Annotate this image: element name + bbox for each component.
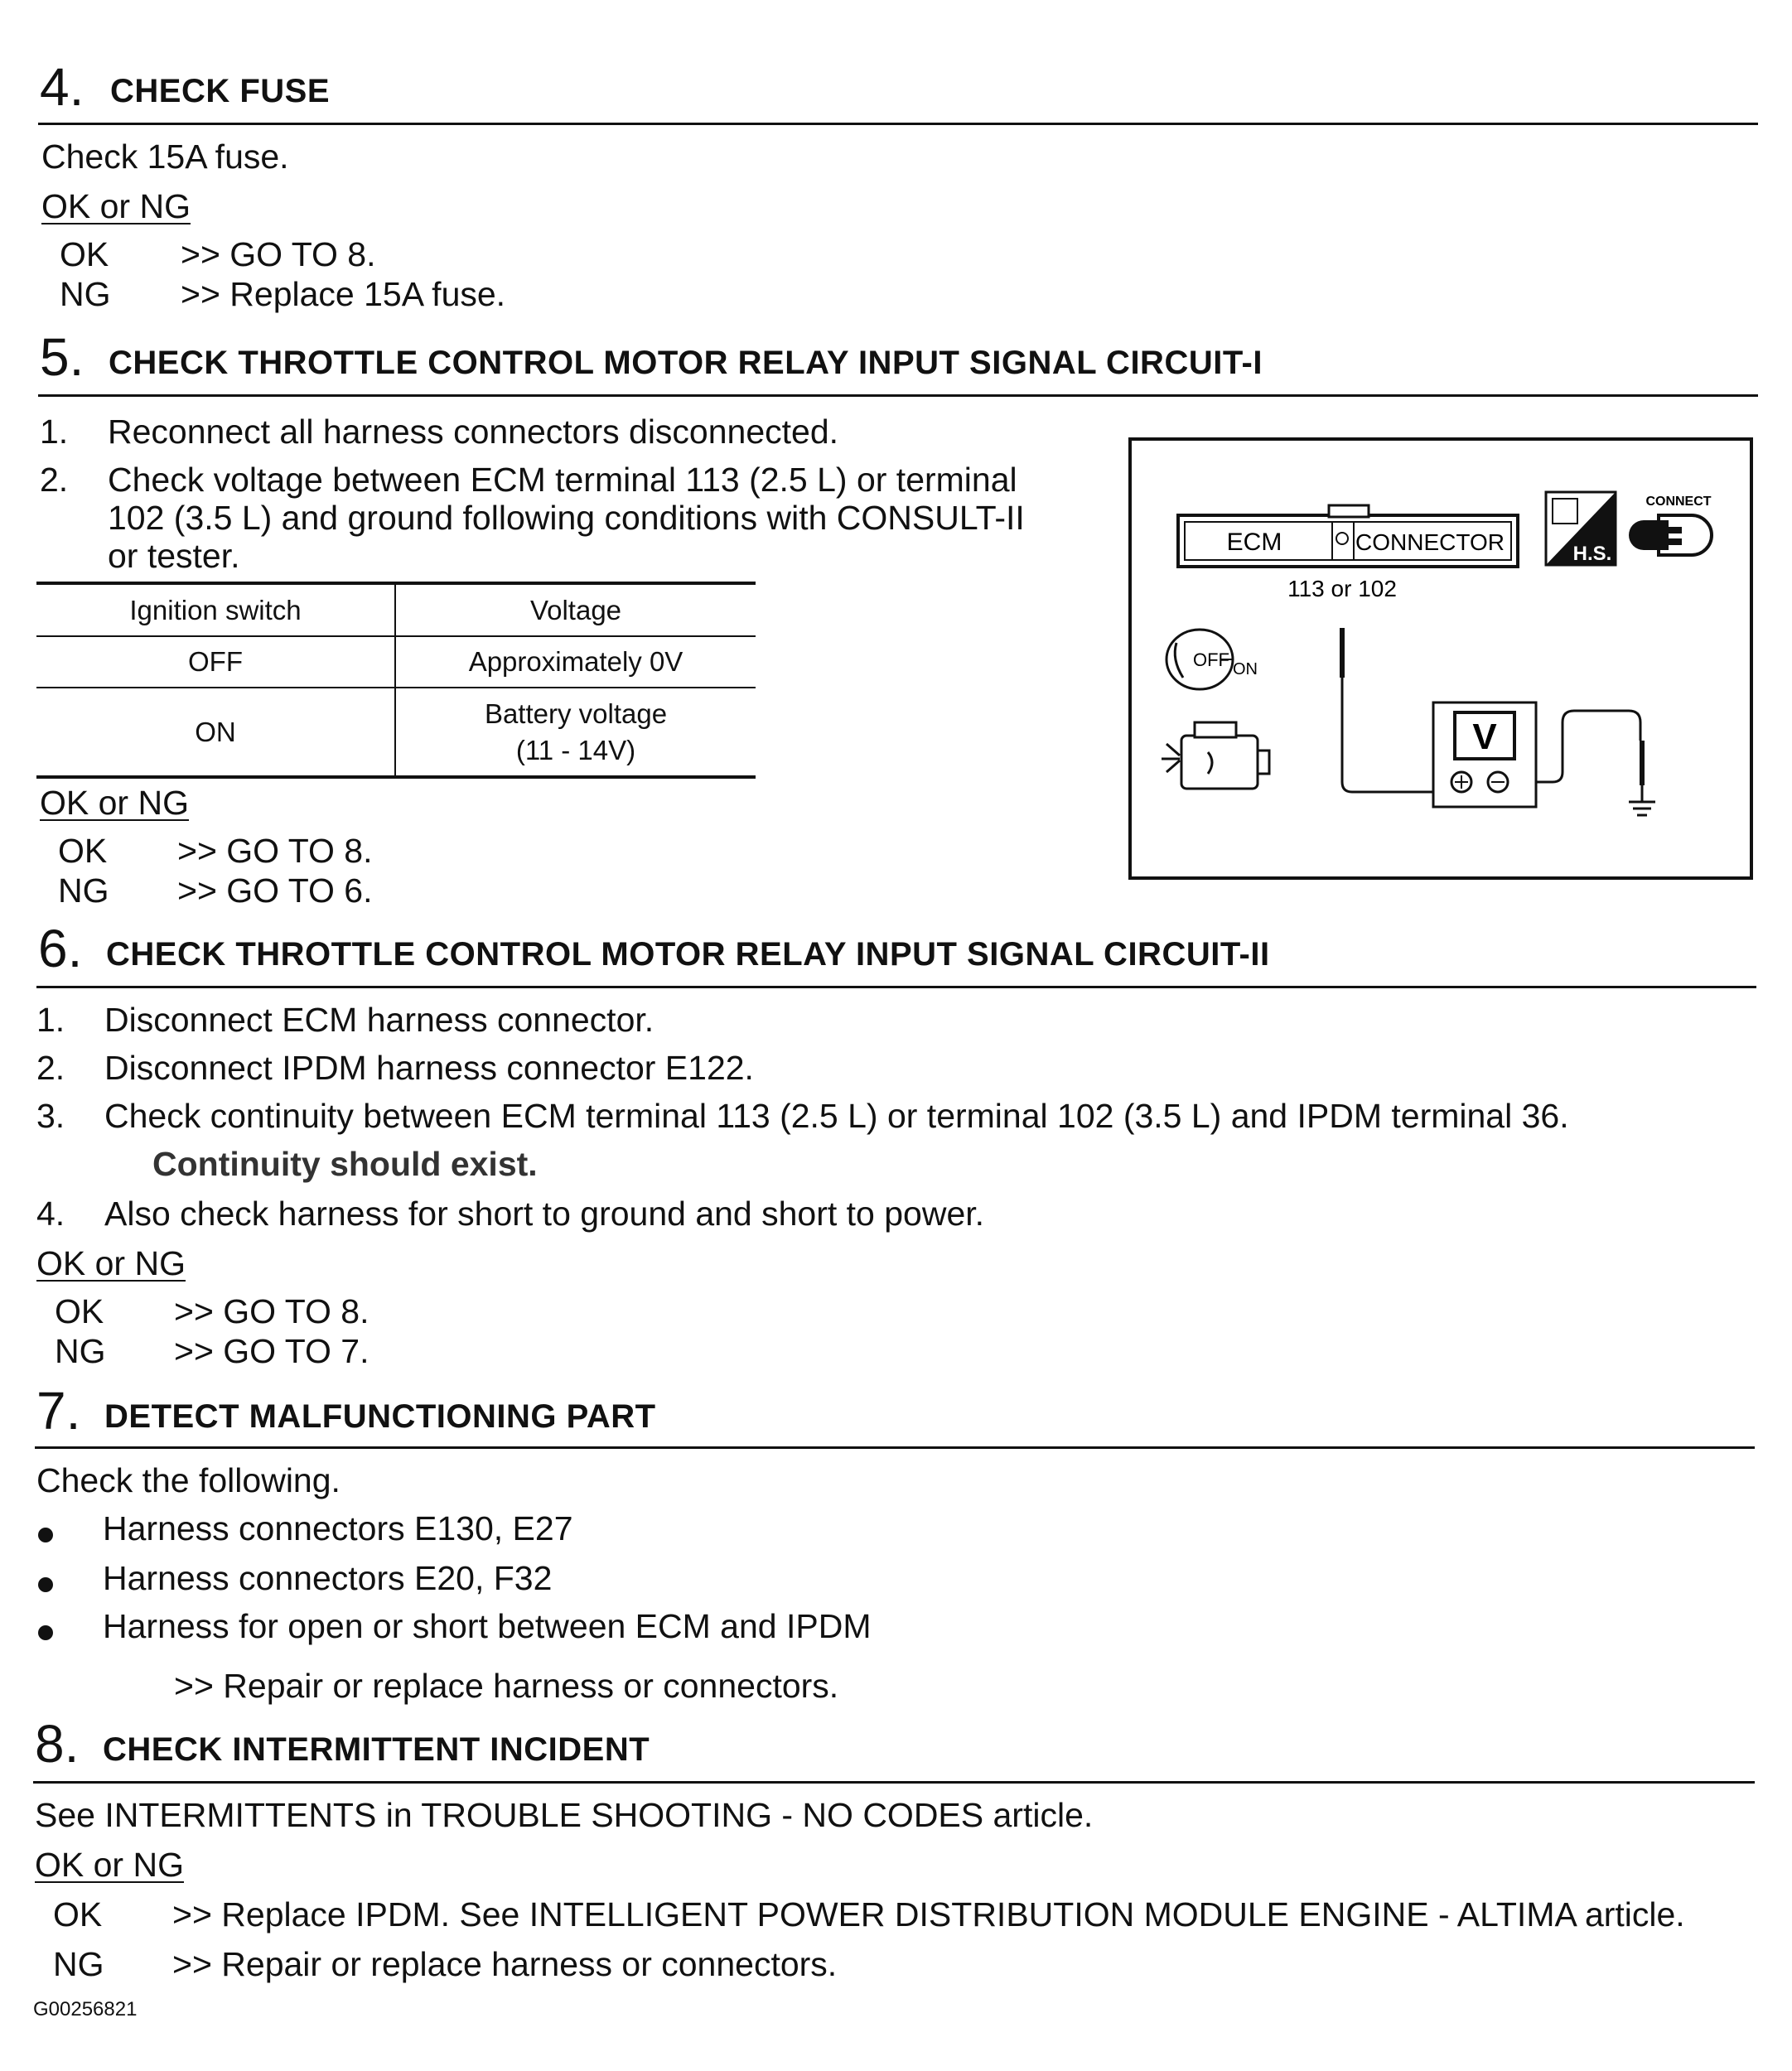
ng-label: NG	[60, 275, 111, 313]
switch-off-label: OFF	[1193, 649, 1229, 670]
column-header: Voltage	[529, 594, 622, 625]
step-2-number: 2.	[40, 461, 69, 499]
figure-id: G00256821	[33, 1998, 138, 2020]
ok-label: OK	[60, 235, 109, 273]
step-3-number: 3.	[36, 1097, 65, 1135]
table-cell: OFF	[36, 636, 395, 688]
cell-line: (11 - 14V)	[515, 734, 636, 765]
column-header: Ignition switch	[36, 583, 395, 636]
step-2-line-2: 102 (3.5 L) and ground following conditions with CONSULT-II	[108, 499, 1025, 537]
meter-label: V	[1472, 717, 1497, 757]
ng-action: >> Replace 15A fuse.	[181, 275, 506, 313]
ecm-label: ECM	[1226, 529, 1282, 556]
step-number: 5.	[40, 327, 85, 387]
bullet-icon	[38, 1625, 53, 1640]
cell-line: Battery voltage	[484, 698, 668, 729]
list-item: Harness connectors E20, F32	[103, 1559, 553, 1597]
ok-ng-heading: OK or NG	[35, 1846, 184, 1884]
step-2-line-1: Check voltage between ECM terminal 113 (2.5 L) or terminal	[108, 461, 1017, 499]
divider	[35, 1446, 1755, 1449]
step-number: 8.	[35, 1714, 80, 1774]
voltage-check-diagram	[1128, 437, 1753, 880]
bullet-icon	[38, 1577, 53, 1592]
ok-action: >> GO TO 8.	[177, 832, 373, 870]
ok-label: OK	[55, 1292, 104, 1330]
step-1-text: Disconnect ECM harness connector.	[104, 1001, 654, 1039]
divider	[33, 1781, 1755, 1784]
ok-label: OK	[53, 1895, 103, 1933]
connect-label: CONNECT	[1645, 495, 1712, 509]
ok-ng-heading: OK or NG	[36, 1244, 186, 1282]
table-cell: ON	[36, 688, 395, 777]
ng-action: >> Repair or replace harness or connectors.	[172, 1945, 838, 1983]
step-number: 7.	[36, 1381, 81, 1441]
table-row	[36, 688, 756, 777]
step-4-text: Also check harness for short to ground and short to power.	[104, 1195, 985, 1233]
ok-label: OK	[58, 832, 108, 870]
section-title: CHECK THROTTLE CONTROL MOTOR RELAY INPUT SIGNAL CIRCUIT-I	[109, 345, 1263, 381]
step-4-number: 4.	[36, 1195, 65, 1233]
terminal-label: 113 or 102	[1287, 576, 1397, 601]
action-text: >> Repair or replace harness or connectors.	[174, 1667, 839, 1705]
ok-action: >> Replace IPDM. See INTELLIGENT POWER DISTRIBUTION MODULE ENGINE - ALTIMA article.	[172, 1895, 1685, 1933]
ng-label: NG	[55, 1332, 106, 1370]
section-title: CHECK FUSE	[110, 73, 331, 109]
hs-label: H.S.	[1572, 543, 1612, 565]
ok-action: >> GO TO 8.	[174, 1292, 370, 1330]
ok-action: >> GO TO 8.	[181, 235, 376, 273]
ng-action: >> GO TO 7.	[174, 1332, 370, 1370]
list-item: Harness connectors E130, E27	[103, 1509, 573, 1547]
step-2-text: Disconnect IPDM harness connector E122.	[104, 1049, 754, 1087]
section-title: DETECT MALFUNCTIONING PART	[104, 1398, 656, 1435]
body-text: Check 15A fuse.	[41, 138, 289, 176]
bullet-icon	[38, 1528, 53, 1542]
table-cell	[395, 688, 756, 777]
body-text: Check the following.	[36, 1461, 341, 1499]
step-2-line-3: or tester.	[108, 537, 240, 575]
step-1-number: 1.	[40, 413, 69, 451]
ng-label: NG	[58, 871, 109, 910]
divider	[38, 394, 1758, 397]
harness-side-icon	[1546, 492, 1616, 565]
table-row	[36, 636, 756, 688]
voltmeter-icon	[1433, 702, 1536, 807]
ng-label: NG	[53, 1945, 104, 1983]
divider	[38, 123, 1758, 125]
connector-label: CONNECTOR	[1355, 529, 1505, 555]
ok-ng-heading: OK or NG	[41, 187, 191, 225]
step-2-number: 2.	[36, 1049, 65, 1087]
continuity-spec: Continuity should exist.	[152, 1145, 538, 1183]
table-cell: Approximately 0V	[468, 646, 683, 677]
list-item: Harness for open or short between ECM and IPDM	[103, 1607, 872, 1645]
ng-action: >> GO TO 6.	[177, 871, 373, 910]
section-title: CHECK THROTTLE CONTROL MOTOR RELAY INPUT SIGNAL CIRCUIT-II	[106, 936, 1270, 973]
voltage-table	[36, 582, 756, 779]
step-number: 6.	[38, 919, 83, 978]
ok-ng-heading: OK or NG	[40, 784, 189, 822]
connector-latch	[1329, 505, 1369, 517]
switch-on-label: ON	[1233, 660, 1258, 678]
step-3-text: Check continuity between ECM terminal 113 (2.5 L) or terminal 102 (3.5 L) and IPDM terminal 36.	[104, 1097, 1569, 1135]
body-text: See INTERMITTENTS in TROUBLE SHOOTING - NO CODES article.	[35, 1796, 1094, 1834]
step-1-text: Reconnect all harness connectors disconnected.	[108, 413, 839, 451]
step-1-number: 1.	[36, 1001, 65, 1039]
divider	[36, 986, 1756, 988]
section-title: CHECK INTERMITTENT INCIDENT	[103, 1731, 650, 1768]
step-number: 4.	[40, 57, 85, 117]
